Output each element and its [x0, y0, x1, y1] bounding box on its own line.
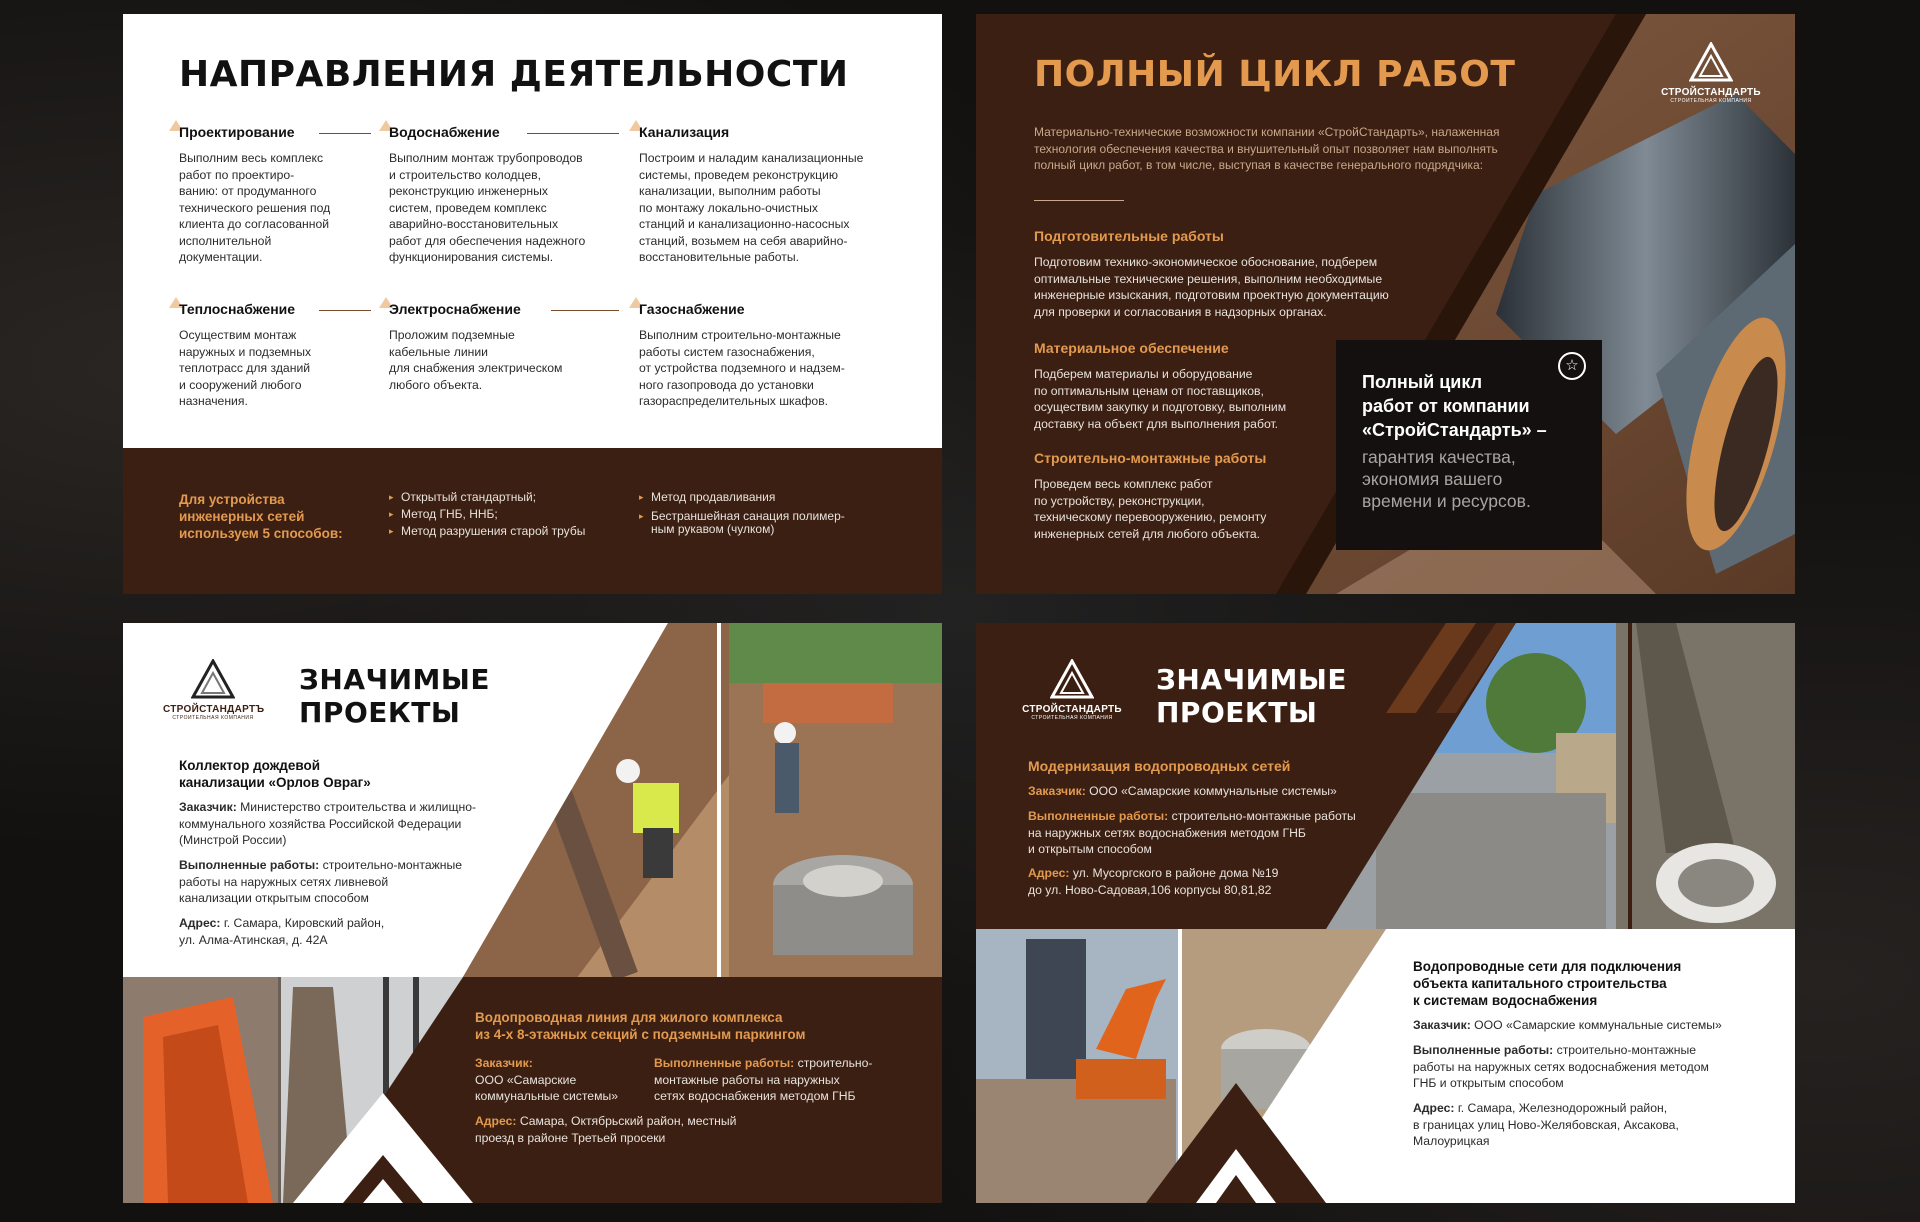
project-client: Заказчик: ООО «Самарские коммунальные системы»	[475, 1056, 618, 1103]
direction-text: Построим и наладим канализационные системы, проведем реконструкцию канализации, выполним работы по монтажу локально-очистных станций и канализационно-насосных станций, возьмем на себя аварийно- восстановительные работы.	[639, 151, 864, 264]
slide-title: ЗНАЧИМЫЕ ПРОЕКТЫ	[1156, 663, 1348, 730]
section-text: Подготовим технико-экономическое обоснование, подберем оптимальные технические решения, выполним необходимые инженерные изыскания, подготовим проектную документацию для проверки и согласования в надзорных органах.	[1034, 255, 1389, 319]
slide-title: ПОЛНЫЙ ЦИКЛ РАБОТ	[1034, 54, 1516, 95]
direction-title: Теплоснабжение	[179, 301, 296, 317]
logo-tagline: СТРОИТЕЛЬНАЯ КОМПАНИЯ	[1670, 98, 1752, 104]
logo-name: СТРОЙСТАНДАРТЬ	[1022, 704, 1122, 715]
logo-name: СТРОЙСТАНДАРТЪ	[163, 704, 265, 715]
divider	[527, 133, 619, 134]
direction-title: Газоснабжение	[639, 301, 745, 317]
section-title: Материальное обеспечение	[1034, 340, 1229, 356]
direction-text: Осуществим монтаж наружных и подземных теплотрасс для зданий и сооружений любого назначения.	[179, 328, 312, 408]
methods-list-1	[389, 489, 609, 540]
methods-list-2	[639, 489, 889, 536]
logo-triangle-icon	[191, 659, 235, 699]
methods-band	[123, 448, 942, 594]
direction-text: Проложим подземные кабельные линии для снабжения электрическом любого объекта.	[389, 328, 563, 392]
method-item: ▸ Метод ГНБ, ННБ;	[389, 506, 609, 523]
direction-text: Выполним весь комплекс работ по проектиро- ванию: от продуманного технического решения под клиента до согласованной исполнительной документации.	[179, 151, 331, 264]
section-text: Проведем весь комплекс работ по устройству, реконструкции, техническому перевооружению, ремонту инженерных сетей для любого объекта.	[1034, 477, 1267, 541]
logo-triangle-icon	[1050, 659, 1094, 699]
section-title: Строительно-монтажные работы	[1034, 450, 1267, 466]
slide-projects-1	[123, 623, 942, 1203]
project-client: Заказчик: ООО «Самарские коммунальные системы»	[1413, 1018, 1722, 1032]
project-works: Выполненные работы: строительно- монтажные работы на наружных сетях водоснабжения методом ГНБ	[654, 1056, 873, 1103]
logo-tagline: СТРОИТЕЛЬНАЯ КОМПАНИЯ	[1031, 715, 1113, 721]
project-address: Адрес: г. Самара, Кировский район, ул. Алма-Атинская, д. 42А	[179, 916, 385, 947]
method-item: ▸ Бестраншейная санация полимер- ным рукавом (чулком)	[639, 510, 889, 536]
method-item: ▸ Открытый стандартный;	[389, 489, 609, 506]
company-logo	[1656, 42, 1766, 104]
company-logo	[163, 659, 263, 721]
project-address: Адрес: г. Самара, Железнодорожный район, в границах улиц Ново-Желябовская, Аксакова, Малоурицкая	[1413, 1101, 1679, 1148]
direction-title: Электроснабжение	[389, 301, 521, 317]
slide-full-cycle	[976, 14, 1795, 594]
section-title: Подготовительные работы	[1034, 228, 1224, 244]
divider	[551, 310, 619, 311]
project-client: Заказчик: Министерство строительства и жилищно- коммунального хозяйства Российской Федерации (Минстрой России)	[179, 800, 477, 847]
photo-gap	[1628, 623, 1632, 929]
section-text: Подберем материалы и оборудование по оптимальным ценам от поставщиков, осуществим закупку и подготовку, выполним доставку на объект для выполнения работ.	[1034, 367, 1287, 431]
project-title: Водопроводные сети для подключения объекта капитального строительства к системам водоснабжения	[1413, 959, 1682, 1008]
direction-title: Водоснабжение	[389, 124, 500, 140]
project-client: Заказчик: ООО «Самарские коммунальные системы»	[1028, 784, 1337, 798]
divider	[319, 310, 371, 311]
divider	[319, 133, 371, 134]
direction-text: Выполним монтаж трубопроводов и строительство колодцев, реконструкцию инженерных систем, проведем комплекс аварийно-восстановительных работ для обеспечения надежного функционирования системы.	[389, 151, 586, 264]
project-title: Водопроводная линия для жилого комплекса из 4-х 8-этажных секций с подземным паркингом	[475, 1010, 806, 1042]
slide-title: НАПРАВЛЕНИЯ ДЕЯТЕЛЬНОСТИ	[179, 54, 849, 95]
project-works: Выполненные работы: строительно-монтажные работы на наружных сетях ливневой канализации открытым способом	[179, 858, 463, 905]
logo-triangle-icon	[1689, 42, 1733, 82]
slide-projects-2	[976, 623, 1795, 1203]
method-item: ▸ Метод разрушения старой трубы	[389, 523, 609, 540]
direction-title: Канализация	[639, 124, 730, 140]
direction-title: Проектирование	[179, 124, 295, 140]
project-title: Коллектор дождевой канализации «Орлов Овраг»	[179, 758, 371, 790]
mountain-logo-icon	[1136, 1043, 1376, 1203]
logo-tagline: СТРОИТЕЛЬНАЯ КОМПАНИЯ	[172, 715, 254, 721]
direction-text: Выполним строительно-монтажные работы систем газоснабжения, от устройства подземного и надзем- ного газопровода до установки газораспределительных шкафов.	[639, 328, 845, 408]
project-address: Адрес: ул. Мусоргского в районе дома №19 до ул. Ново-Садовая,106 корпусы 80,81,82	[1028, 866, 1279, 897]
intro-text: Материально-технические возможности компании «СтройСтандарть», налаженная технология обеспечения качества и внушительный опыт позволяет нам выполнять полный цикл работ, в том числе, выступая в качестве генерального подрядчика:	[1034, 125, 1500, 172]
callout-text: гарантия качества, экономия вашего времени и ресурсов.	[1362, 447, 1531, 511]
project-works: Выполненные работы: строительно-монтажные работы на наружных сетях водоснабжения методом ГНБ и открытым способом	[1413, 1043, 1709, 1090]
company-logo	[1022, 659, 1122, 721]
logo-name: СТРОЙСТАНДАРТЬ	[1661, 87, 1761, 98]
project-address: Адрес: Самара, Октябрьский район, местный проезд в районе Третьей просеки	[475, 1114, 737, 1145]
callout-heading: Полный цикл работ от компании «СтройСтандарть» –	[1362, 372, 1547, 440]
methods-label: Для устройства инженерных сетей используем 5 способов:	[179, 492, 343, 541]
slide-activity-directions	[123, 14, 942, 594]
photo-gap	[717, 623, 721, 977]
slide-title: ЗНАЧИМЫЕ ПРОЕКТЫ	[299, 663, 491, 730]
callout-box	[1336, 340, 1602, 550]
project-title: Модернизация водопроводных сетей	[1028, 758, 1291, 774]
project-works: Выполненные работы: строительно-монтажные работы на наружных сетях водоснабжения методом ГНБ и открытым способом	[1028, 809, 1356, 856]
star-icon: ☆	[1558, 352, 1586, 380]
chevron-decoration-icon	[1376, 623, 1526, 713]
method-item: ▸ Метод продавливания	[639, 489, 889, 506]
divider	[1034, 200, 1124, 201]
